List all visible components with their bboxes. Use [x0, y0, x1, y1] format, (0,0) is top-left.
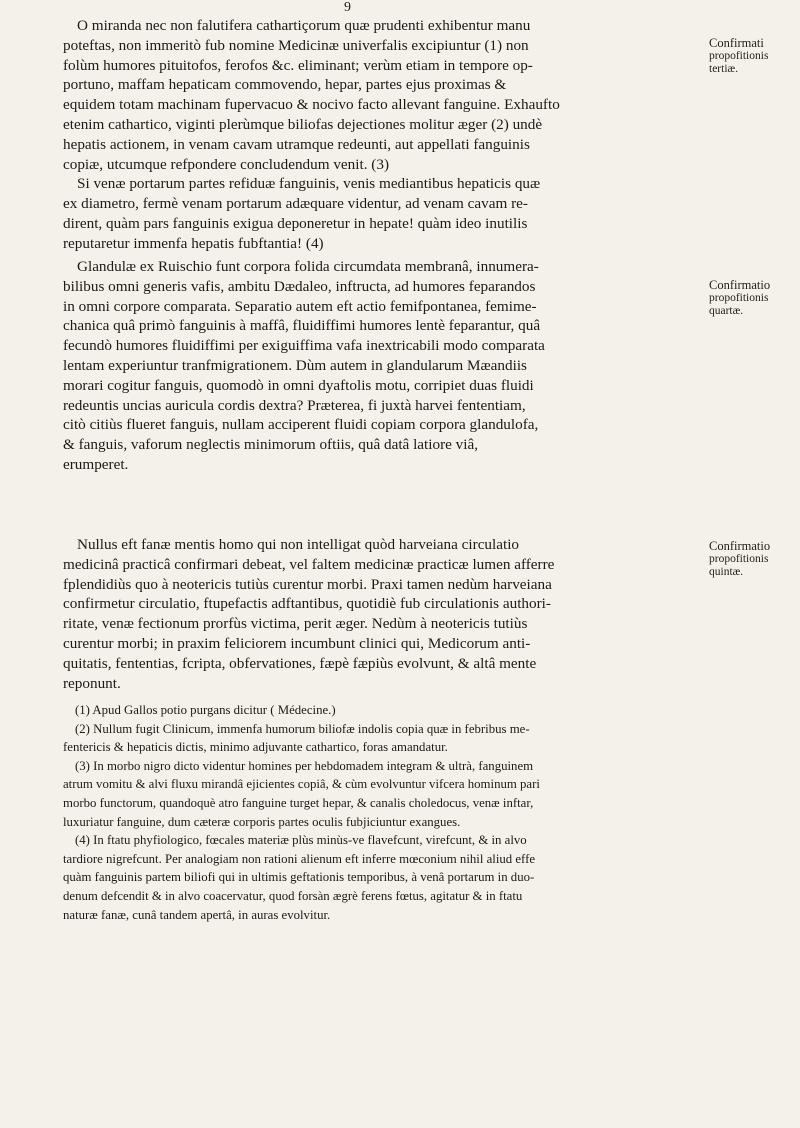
marginal-note-line: propofitionis	[709, 292, 769, 304]
marginal-note-1	[709, 37, 797, 76]
text-line: folùm humores pituitofos, ferofos &c. eliminant; verùm etiam in tempore op-	[63, 56, 533, 74]
text-line: redeuntis uncias auricula cordis dextra? Præterea, fi juxtà harvei fententiam,	[63, 396, 526, 414]
footnote-line: denum defcendit & in alvo coacervatur, quod forsàn ægrè ferens fœtus, agitatur & in ftatu	[63, 888, 523, 903]
text-line: & fanguis, vaforum neglectis minimorum oftiis, quâ datâ latiore viâ,	[63, 436, 479, 454]
text-line: curentur morbi; in praxim feliciorem incumbunt clinici qui, Medicorum anti-	[63, 634, 531, 652]
text-line: O miranda nec non falutifera cathartiçorum quæ prudenti exhibentur manu	[77, 17, 531, 34]
text-line: Glandulæ ex Ruischio funt corpora folida circumdata membranâ, innumera-	[77, 258, 539, 275]
text-line: lentam experiuntur tranfmigrationem. Dùm autem in glandularum Mæandiis	[63, 356, 527, 374]
footnotes	[63, 701, 699, 924]
marginal-note-line: Confirmati	[709, 36, 764, 50]
text-line: in omni corpore comparata. Separatio autem eft actio femifpontanea, femime-	[63, 297, 537, 315]
marginal-note-line: propofitionis	[709, 553, 769, 565]
footnote-line: (4) In ftatu phyfiologico, fœcales materiæ plùs minùs-ve flavefcunt, virefcunt, & in alvo	[75, 833, 527, 848]
footnote-line: (3) In morbo nigro dicto videntur homines per hebdomadem integram & ultrà, fanguinem	[75, 758, 534, 773]
marginal-note-line: propofitionis	[709, 50, 769, 62]
marginal-note-line: quintæ.	[709, 566, 744, 578]
footnote-line: (1) Apud Gallos potio purgans dicitur ( Médecine.)	[75, 703, 336, 717]
text-line: medicinâ practicâ confirmari debeat, vel faltem medicinæ practicæ lumen afferre	[63, 555, 555, 573]
marginal-note-line: Confirmatio	[709, 278, 771, 292]
text-line: ritate, venæ fectionum prorfùs victima, perit æger. Nedùm à neotericis tutiùs	[63, 615, 528, 633]
text-line: citò citiùs flueret fanguis, nullam acciperent fluidi copiam corpora glandulofa,	[63, 416, 539, 434]
marginal-note-3	[709, 540, 797, 579]
text-line: dirent, quàm pars fanguinis exigua deponeretur in hepate! quàm ideo inutilis	[63, 214, 528, 232]
text-line: ex diametro, fermè venam portarum adæquare videntur, ad venam cavam re-	[63, 195, 528, 213]
text-line: equidem totam machinam fupervacuo & nocivo facto allevant fanguine. Exhaufto	[63, 96, 560, 114]
text-line: Nullus eft fanæ mentis homo qui non intelligat quòd harveiana circulatio	[77, 536, 520, 553]
text-line: reputaretur immenfa hepatis fubftantia! (4)	[63, 234, 324, 252]
text-line: fplendidiùs quo à neotericis tutiùs curentur morbi. Praxi tamen nedùm harveiana	[63, 575, 552, 593]
paragraph-2	[63, 257, 699, 475]
footnote-line: quàm fanguinis partem biliofi qui in ultimis geftationis temporibus, à venâ portarum in duo-	[63, 870, 535, 885]
footnote-line: naturæ fanæ, cunâ tandem apertâ, in auras evolvitur.	[63, 907, 331, 922]
text-line: chanica quâ primò fanguinis à maffâ, fluidiffimi humores lentè feparantur, quâ	[63, 317, 541, 335]
footnote-line: luxuriatur fanguine, dum cæteræ corporis partes oculis fubjiciuntur exangues.	[63, 814, 461, 829]
text-line: fecundò humores fluidiffimi per exiguiffima vafa inextricabili modo comparata	[63, 337, 545, 355]
text-line: etenim cathartico, viginti plerùmque biliofas dejectiones molitur æger (2) undè	[63, 115, 543, 133]
text-line: reponunt.	[63, 674, 121, 692]
text-line: erumperet.	[63, 455, 129, 473]
footnote-line: (2) Nullum fugit Clinicum, immenfa humorum biliofæ indolis copia quæ in febribus me-	[75, 721, 530, 736]
text-line: confirmetur circulatio, ftupefactis adftantibus, quotidiè fub circulationis authori-	[63, 595, 551, 613]
footnote-line: atrum vomitu & alvi fluxu mirandâ ejicientes copiâ, & cùm evolvuntur vifcera hominum pari	[63, 777, 540, 792]
marginal-note-line: quartæ.	[709, 305, 744, 317]
text-line: portuno, maffam hepaticam commovendo, hepar, partes ejus proximas &	[63, 76, 507, 94]
marginal-note-2	[709, 279, 797, 318]
paragraph-3	[63, 535, 699, 693]
footnote-line: morbo functorum, quandoquè atro fanguine turget hepar, & canalis choledocus, venæ inftar,	[63, 795, 534, 810]
text-line: bilibus omni generis vafis, ambitu Dædaleo, inftructa, ad humores feparandos	[63, 277, 536, 295]
paragraph-1	[63, 16, 699, 254]
footnote-line: fentericis & hepaticis dictis, minimo adjuvante cathartico, foras amandatur.	[63, 740, 448, 755]
footnote-line: tardiore nigrefcunt. Per analogiam non rationi alienum eft inferre mœconium nihil aliud effe	[63, 851, 536, 866]
text-line: morari cogitur fanguis, quomodò in omni dyaftolis motu, corripiet duas fluidi	[63, 376, 534, 394]
page-number: 9	[344, 0, 351, 15]
text-line: hepatis actionem, in venam cavam utramque redeunti, aut appellati fanguinis	[63, 135, 530, 153]
marginal-note-line: tertiæ.	[709, 63, 739, 75]
text-line: quitatis, fententias, fcripta, obfervationes, fæpè fæpiùs evolvunt, & altâ mente	[63, 654, 537, 672]
text-line: copiæ, utcumque refpondere concludendum venit. (3)	[63, 155, 390, 173]
text-line: poteftas, non immeritò fub nomine Medicinæ univerfalis excipiuntur (1) non	[63, 36, 529, 54]
text-line: Si venæ portarum partes refiduæ fanguinis, venis mediantibus hepaticis quæ	[77, 175, 541, 193]
marginal-note-line: Confirmatio	[709, 539, 771, 553]
